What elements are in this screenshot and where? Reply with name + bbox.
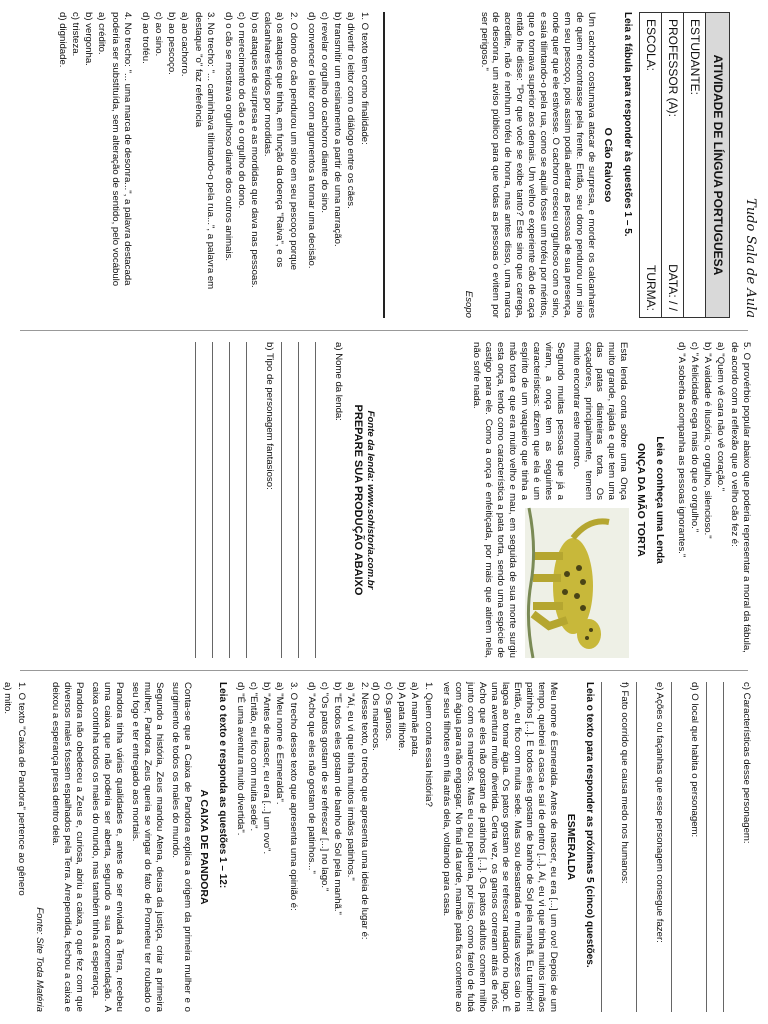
question-block: 5. O provérbio popular abaixo que poderia representar a moral da fábula, de acordo com a reflexão que o velho cão fez é: a) "Quem vê cara não vê coração." b) "A vaidade é ilusória; o orgulho, silencioso." c) "A felicidade cega mais do que o orgulho." d) "A soberba acompanha as pessoas ignorantes." [676,342,752,653]
question-block: 3. No trecho: "... caminhava tilintando-o pela rua...", a palavra em destaque "o" faz referência a) ao cachorro. b) ao pescoço. c) ao sino. d) ao troféu. [140,12,217,290]
legend-source: Fonte da lenda: www.sohistoria.com.br [365,410,376,590]
legend-characteristics-question: c) Características desse personagem: [741,682,752,844]
legend-character-type-question: b) Tipo de personagem fantasioso: [264,342,276,490]
fable-questions [0,0,376,330]
legend-place-question: d) O local que habita o personagem: [689,682,701,838]
answer-line[interactable] [246,342,261,658]
question-block: 2. O dono do cão pendurou um sino em seu pescoço porque a) os ataques que tinha, em função da doença "Raiva", e os calcanhares feridos por mordidas. b) os ataques de surpresa e as mordidas que dava nas pessoas. c) o merecimento do cão e o orgulho do dono. d) o cão se mostrava orgulhoso diante dos outros animais. [223,12,300,288]
answer-line[interactable] [671,682,686,1012]
esmeralda-instruction: Leia o texto para responder as próximas 5 (cinco) questões. [584,682,596,968]
pandora-paragraph-1: Conta-se que a Caixa de Pandora explica a origem da primeira mulher e o surgimento de todos os males do mundo. [169,682,193,1012]
pandora-paragraph-4: Pandora não obedeceu a Zeus e, curiosa, abriu a caixa, o que fez com que diversos males fossem espalhados pela Terra. Arrependida, fechou a caixa e deixou a esperança presa dentro dela. [49,682,85,1012]
jaguar-illustration [525,508,629,658]
pandora-paragraph-2: Segundo a história, Zeus mandou Atena, deusa da justiça, criar a primeira mulher, Pandora. Zeus queria se vingar do fato de Prometeu ter roubado o seu fogo e ter entregado aos mortais. [129,682,165,1012]
answer-line[interactable] [706,682,721,1012]
column-left [0,0,768,330]
answer-line[interactable] [723,682,738,1012]
answer-line[interactable] [229,342,244,658]
prepare-heading: PREPARE SUA PRODUÇÃO ABAIXO [352,404,365,596]
legend-paragraph-2: Segundo muitas pessoas que já a viram, a onça tem as seguintes características: dizem que ela é um espírito de um vaqueiro que tinha a mão torta e que era muito velho e mau, em seguida de sua morte surgiu esta onça, tendo como característica a pata torta, sendo uma espécie de castigo para ele. Como a onça é enfeitiçada, por mais que atirem nela, não sofre nada. [470,342,566,658]
teacher-label: PROFESSOR (A): [666,19,680,118]
fable-text: Um cachorro costumava atacar de surpresa, e morder os calcanhares de quem encontrasse pela frente. Então, seu dono pendurou um sino em seu pescoço, pois assim podia alertar as pessoas de sua presença, onde quer que ele estivesse. O cachorro cresceu orgulhoso com o sino, e saía tilintando-o pela rua, como se aquilo fosse um troféu por méritos, que o tornava superior aos demais. Um velho e experiente cão de caça então lhe disse: "Por que você se exibe tanto? Este sino que carrega, acredite, não é nenhum troféu de honra, mas antes disso, uma marca de desonra, um aviso público para que todas as pessoas o evitem por ser perigoso." [478,12,598,318]
answer-line[interactable] [601,682,616,1012]
brand-logo: Tudo Sala de Aula [743,198,758,318]
pandora-title: A CAIXA DE PANDORA [197,789,210,905]
student-label: ESTUDANTE: [688,19,702,96]
pandora-instruction: Leia o texto e responda as questões 1 – 12: [217,682,229,889]
answer-line[interactable] [298,342,313,658]
question-block: 4. No trecho: "... uma marca de desonra...", a palavra destacada poderia ser substituída, sem alteração de sentido, pelo vocábulo a) crédito. b) vergonha. c) tristeza. d) dignidade. [57,12,134,287]
answer-line[interactable] [212,342,227,658]
page-title: ATIVIDADE DE LÍNGUA PORTUGUESA [705,13,729,317]
pandora-source: Fonte: Site Toda Matéria [33,907,45,1012]
legend-instruction: Leia e conheça uma Lenda [654,436,666,564]
esmeralda-text: Meu nome é Esmeralda. Antes de nascer, eu era [...] um ovo! Depois de um tempo, quebrei a casca e saí de dentro [...]. Aí, eu vi que tinha muitos irmãos patinhos [...]. E todos eles gostam de banho de Sol pela manhã. Eu também! Então, eu fico com muita sede. Mas sou desastrada e muitas vezes caio na lagoa ao tomar água. Os patos gostam de se refrescar nadando no lago. É uma aventura muito divertida. Certa vez, os gansos correram atrás de nós. Acho que eles não gostam de patinhos [...]. Os patos adultos comem milho junto com os marrecos. Mas eu sou pequena, por isso, como farelo de fubá com água para não engasgar. No final da tarde, mamãe pata fica contente ao ver seus filhotes em fila atrás dela, voltando para casa. [440,682,560,1012]
class-label: TURMA: [644,265,658,311]
column-right: c) Características desse personagem: d) O local que habita o personagem: e) Ações ou façanhas que esse personagem consegue fazer: f) Fato ocorrido que causa medo nos humanos: Leia o texto para responder as próximas 5 (cinco) questões. ESMERALDA Meu nome é Esmeralda. Antes de nascer, eu era [...] um ovo! Depois de um tempo, quebrei a casca e saí de dentro [...]. Aí, eu vi que tinha muitos irmãos patinhos [...]. E todos eles gostam de banho de Sol pela manhã. Eu também! Então, eu fico com muita sede. Mas sou desastrada e muitas vezes caio na lagoa ao tomar água. Os patos gostam de se refrescar nadando no lago. É uma aventura muito divertida. Certa vez, os gansos correram atrás de nós. Acho que eles não gostam de patinhos [...]. Os patos adultos comem milho junto com os marrecos. Mas eu sou pequena, por isso, como farelo de fubá com água para não engasgar. No final da tarde, mamãe pata fica contente ao ver seus filhotes em fila atrás dela, voltando para casa. 1. Quem conta essa história? a) A mamãe pata. b) A pata filhote. c) Os gansos. d) Os marrecos. 2. Nesse texto, o trecho que apresenta uma ideia de lugar é: a) "Aí, eu vi que tinha muitos irmãos patinhos." b) "E todos eles gostam de banho de Sol pela manhã." c) "Os patos gostam de se refrescar [...] no lago." d) "Acho que eles não gostam de patinhos..." 3. O trecho desse texto que apresenta uma opinião é: a) "Meu nome é Esmeralda". b) "Antes de nascer, eu era [...] um ovo". c) "Então, eu fico com muita sede". d) "É uma aventura muito divertida". Leia o texto e responda as questões 1 – 12: A CAIXA DE PANDORA Conta-se que a Caixa de Pandora explica a origem da primeira mulher e o surgimento de todos os males do mundo. Segundo a história, Zeus mandou Atena, deusa da justiça, criar a primeira mulher, Pandora. Zeus queria se vingar do fato de Prometeu ter roubado o seu fogo e ter entregado aos mortais. Pandora tinha várias qualidades e, antes de ser enviada à Terra, recebeu uma caixa que não poderia ser aberta, segundo a sua recomendação. A caixa continha todos os males do mundo, mas também tinha a esperança. Pandora não obedeceu a Zeus e, curiosa, abriu a caixa, o que fez com que diversos males fossem espalhados pela Terra. Arrependida, fechou a caixa e deixou a esperança presa dentro dela. Fonte: Site Toda Matéria 1. O texto "Caixa de Pandora" pertence ao gênero a) mito. [0,670,768,1024]
school-label: ESCOLA: [644,19,658,72]
page-divider [383,12,385,318]
legend-actions-question: e) Ações ou façanhas que esse personagem consegue fazer: [654,682,666,943]
question-block: 1. O texto tem como finalidade: a) divertir o leitor com o diálogo entre os cães. b) transmitir um ensinamento a partir de uma narração. c) revelar o orgulho do cachorro diante do sino. d) convencer o leitor com argumentos a tornar uma decisão. [306,12,370,269]
fable-title: O Cão Raivoso [602,127,615,203]
header-box [639,12,730,318]
answer-line[interactable] [636,682,651,1012]
pandora-section: 2. Nesse texto, o trecho que apresenta uma ideia de lugar é: a) "Aí, eu vi que tinha muitos irmãos patinhos." b) "E todos eles gostam de banho de Sol pela manhã." c) "Os patos gostam de se refrescar [...] no lago." d) "Acho que eles não gostam de patinhos..." 3. O trecho desse texto que apresenta uma opinião é: a) "Meu nome é Esmeralda". b) "Antes de nascer, eu era [...] um ovo". c) "Então, eu fico com muita sede". d) "É uma aventura muito divertida". Leia o texto e responda as questões 1 – 12: A CAIXA DE PANDORA Conta-se que a Caixa de Pandora explica a origem da primeira mulher e o surgimento de todos os males do mundo. Segundo a história, Zeus mandou Atena, deusa da justiça, criar a primeira mulher, Pandora. Zeus queria se vingar do fato de Prometeu ter roubado o seu fogo e ter entregado aos mortais. Pandora tinha várias qualidades e, antes de ser enviada à Terra, recebeu uma caixa que não poderia ser aberta, segundo a sua recomendação. A caixa continha todos os males do mundo, mas também tinha a esperança. Pandora não obedeceu a Zeus e, curiosa, abriu a caixa, o que fez com que diversos males fossem espalhados pela Terra. Arrependida, fechou a caixa e deixou a esperança presa dentro dela. Fonte: Site Toda Matéria 1. O texto "Caixa de Pandora" pertence ao gênero a) mito. [1,682,370,1012]
legend-fear-question: f) Fato ocorrido que causa medo nos humanos: [619,682,631,884]
fable-author: Esopo [462,290,474,318]
column-middle [0,330,768,670]
legend-title: ONÇA DA MÃO TORTA [634,443,647,557]
answer-line[interactable] [195,342,210,658]
pandora-paragraph-3: Pandora tinha várias qualidades e, antes de ser enviada à Terra, recebeu uma caixa que não poderia ser aberta, segundo a sua recomendação. A caixa continha todos os males do mundo, mas também tinha a esperança. [89,682,125,1012]
esmeralda-title: ESMERALDA [564,813,577,881]
answer-line[interactable] [281,342,296,658]
fable-instruction: Leia a fábula para responder às questões 1 – 5. [622,12,633,237]
legend-production [0,330,376,670]
answer-line[interactable] [315,342,330,658]
legend-name-question: a) Nome da lenda: [333,342,345,421]
legend-paragraph-1: Esta lenda conta sobre uma Onça muito grande, rajada e que tem uma das patas dianteiras torta. Os caçadores, principalmente, temem muito encontrar este monstro. [570,342,630,500]
date-label: DATA: / / [666,264,680,311]
